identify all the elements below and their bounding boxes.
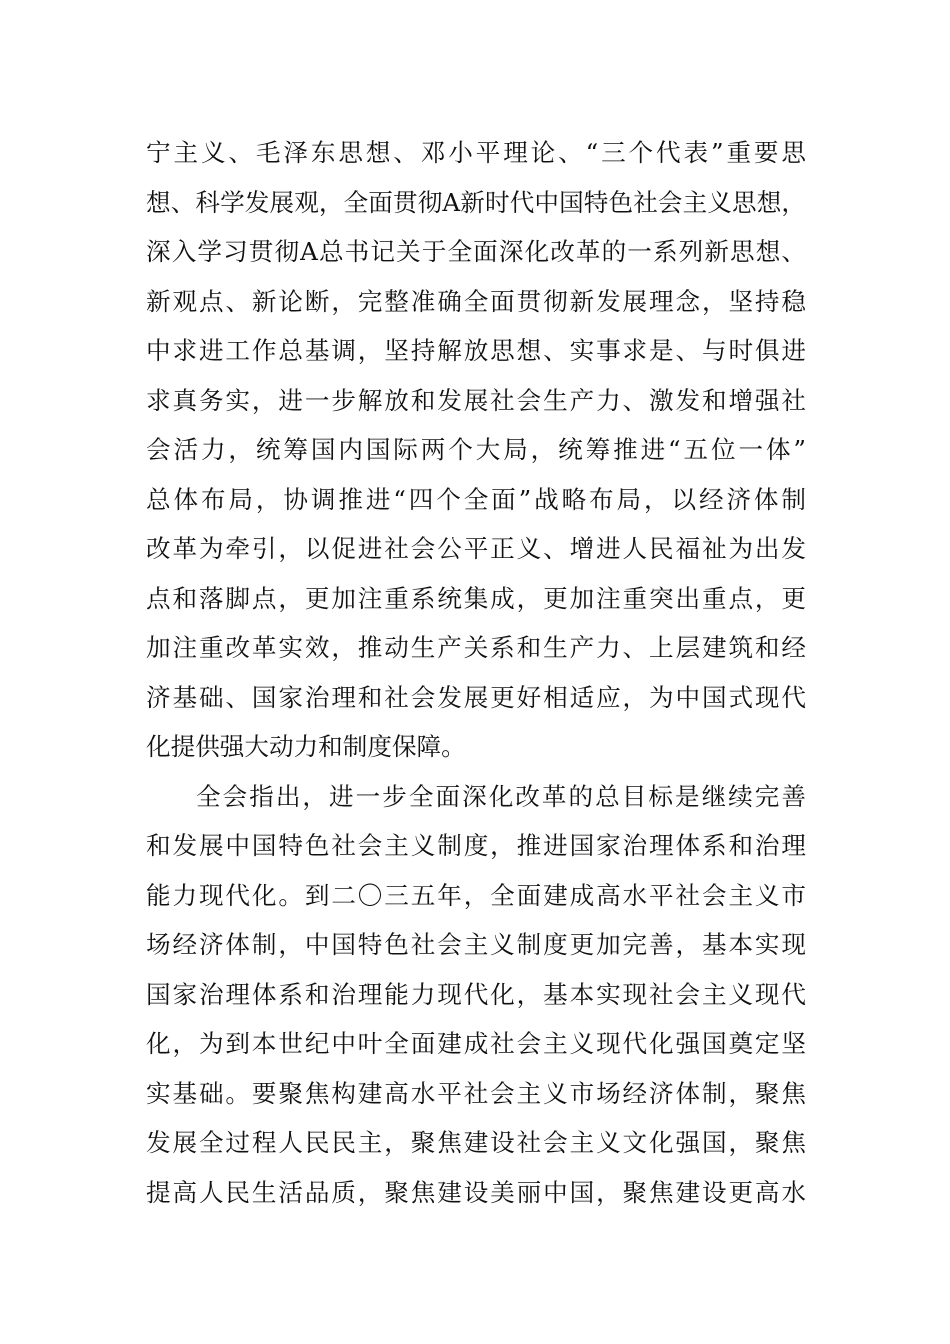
text-line: 实基础。要聚焦构建高水平社会主义市场经济体制，聚焦: [146, 1079, 806, 1108]
text-line: 想、科学发展观，全面贯彻A新时代中国特色社会主义思想，: [146, 188, 806, 217]
text-line: 能力现代化。到二〇三五年，全面建成高水平社会主义市: [146, 881, 806, 910]
paragraph-first-line: 全会指出，进一步全面深化改革的总目标是继续完善: [196, 782, 806, 811]
text-line: 中求进工作总基调，坚持解放思想、实事求是、与时俱进: [146, 336, 806, 365]
text-line: 提高人民生活品质，聚焦建设美丽中国，聚焦建设更高水: [146, 1178, 806, 1207]
text-line: 宁主义、毛泽东思想、邓小平理论、“三个代表”重要思: [146, 138, 806, 167]
text-line: 和发展中国特色社会主义制度，推进国家治理体系和治理: [146, 831, 806, 860]
text-line: 化，为到本世纪中叶全面建成社会主义现代化强国奠定坚: [146, 1029, 806, 1058]
text-line: 会活力，统筹国内国际两个大局，统筹推进“五位一体”: [146, 435, 806, 464]
text-line: 总体布局，协调推进“四个全面”战略布局，以经济体制: [146, 485, 806, 514]
text-line: 求真务实，进一步解放和发展社会生产力、激发和增强社: [146, 386, 806, 415]
text-line: 加注重改革实效，推动生产关系和生产力、上层建筑和经: [146, 633, 806, 662]
text-line: 国家治理体系和治理能力现代化，基本实现社会主义现代: [146, 980, 806, 1009]
text-line: 化提供强大动力和制度保障。: [146, 732, 466, 761]
text-line: 点和落脚点，更加注重系统集成，更加注重突出重点，更: [146, 584, 806, 613]
text-line: 改革为牵引，以促进社会公平正义、增进人民福祉为出发: [146, 534, 806, 563]
text-line: 新观点、新论断，完整准确全面贯彻新发展理念，坚持稳: [146, 287, 806, 316]
text-line: 济基础、国家治理和社会发展更好相适应，为中国式现代: [146, 683, 806, 712]
text-line: 场经济体制，中国特色社会主义制度更加完善，基本实现: [146, 930, 806, 959]
text-line: 发展全过程人民民主，聚焦建设社会主义文化强国，聚焦: [146, 1128, 806, 1157]
text-line: 深入学习贯彻A总书记关于全面深化改革的一系列新思想、: [146, 237, 806, 266]
